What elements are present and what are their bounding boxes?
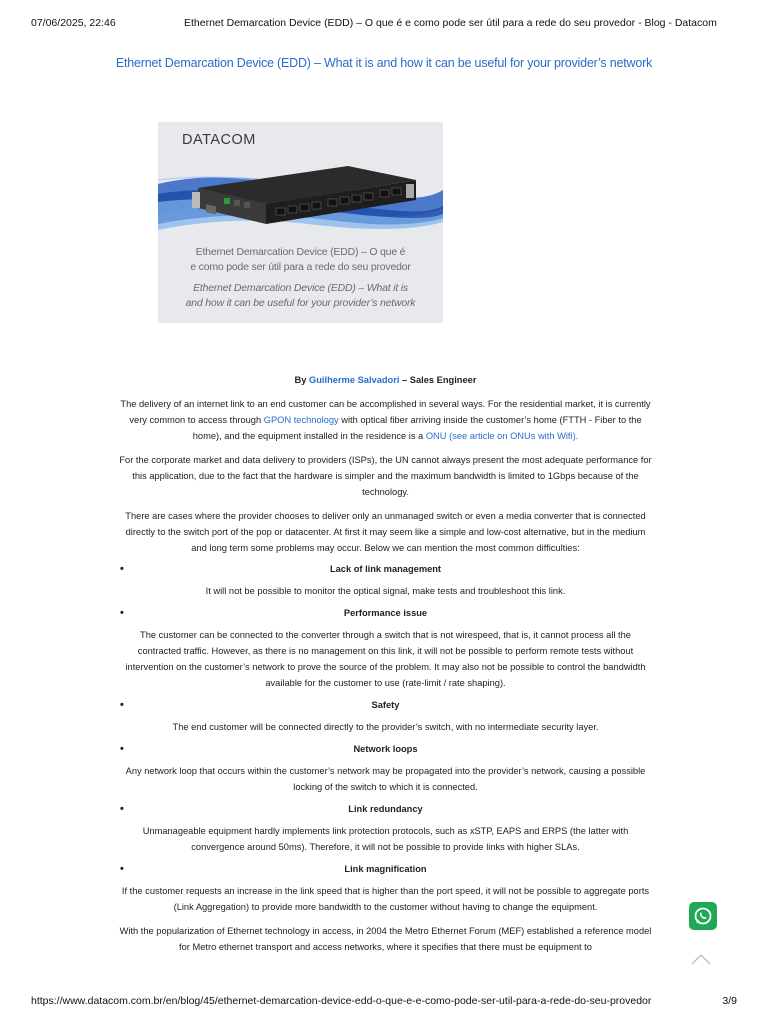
hero-caption-en-line2: and how it can be useful for your provider’s network: [185, 297, 416, 309]
bullet-title: Link magnification: [344, 864, 427, 874]
bullet-description: Unmanageable equipment hardly implements link protection protocols, such as xSTP, EAPS and ERPS (the latter with convergence around 50ms). Therefore, it will not be possible to provide links with higher SLAs.: [142, 826, 629, 852]
chevron-up-icon: [690, 952, 712, 966]
bullet-item: [118, 561, 653, 577]
p1-text-a: The delivery of an internet link to an end customer can be accomplished in several ways. For the residential market, it is currently very common to access through: [120, 399, 651, 425]
bullet-item: [118, 605, 653, 621]
scroll-to-top-button[interactable]: [690, 952, 712, 966]
bullet-description: If the customer requests an increase in the link speed that is higher than the port speed, it will not be possible to aggregate ports (Link Aggregation) to provide more bandwidth to the customer without having to change the equipment.: [121, 886, 650, 912]
article-body: [118, 372, 653, 953]
whatsapp-icon: [693, 906, 713, 926]
print-footer: [0, 995, 768, 1009]
p1-text-d: ).: [572, 431, 579, 441]
print-url: https://www.datacom.com.br/en/blog/45/ethernet-demarcation-device-edd-o-que-e-e-como-pode-ser-util-para-a-rede-do-seu-provedor: [31, 995, 652, 1007]
paragraph-3: There are cases where the provider chooses to deliver only an unmanaged switch or even a media converter that is connected directly to the switch port of the pop or datacenter. At first it may seem like a simple and low-cost alternative, but in the medium and long term some problems may occur. Below we can mention the most common difficulties:: [125, 511, 646, 553]
p1-text-b: with optical fiber arriving inside the customer’s home (FTTH - Fiber to the home), and the equipment installed in the residence is a: [192, 415, 642, 441]
bullet-title: Safety: [371, 700, 400, 710]
hero-brand-logo: DATACOM: [182, 132, 256, 148]
bullet-item: [118, 801, 653, 817]
article-title[interactable]: Ethernet Demarcation Device (EDD) – What it is and how it can be useful for your provider’s network: [115, 56, 653, 70]
p1-text-c: (: [446, 431, 453, 441]
bullet-dot: •: [120, 607, 124, 619]
gpon-link[interactable]: GPON technology: [263, 415, 339, 425]
onu-wifi-article-link[interactable]: see article on ONUs with Wifi: [452, 431, 573, 441]
print-date: 07/06/2025, 22:46: [31, 17, 116, 29]
bullet-dot: •: [120, 563, 124, 575]
byline-role: – Sales Engineer: [402, 375, 477, 385]
bullet-title: Lack of link management: [329, 564, 442, 574]
bullet-dot: •: [120, 863, 124, 875]
print-page-title: Ethernet Demarcation Device (EDD) – O que é e como pode ser útil para a rede do seu provedor - Blog - Datacom: [184, 17, 717, 29]
bullet-description: It will not be possible to monitor the optical signal, make tests and troubleshoot this link.: [205, 586, 566, 596]
bullet-description: The end customer will be connected directly to the provider’s switch, with no intermediate security layer.: [172, 722, 599, 732]
whatsapp-button[interactable]: [689, 902, 717, 930]
bullet-title: Link redundancy: [348, 804, 423, 814]
bullet-item: [118, 861, 653, 877]
paragraph-1: [118, 396, 653, 444]
bullet-description: The customer can be connected to the converter through a switch that is not wirespeed, that is, it cannot process all the contracted traffic. However, as there is no management on this link, it will not be possible to perform remote tests without intervention on the customer’s network to prove the source of the problem. It may also not be possible to control the bandwidth available for the customer to use (rate-limit / rate shaping).: [125, 630, 646, 688]
bullet-item: [118, 741, 653, 757]
hero-caption-en-line1: Ethernet Demarcation Device (EDD) – What it is: [193, 282, 408, 294]
bullet-dot: •: [120, 803, 124, 815]
hero-caption-pt-line2: e como pode ser útil para a rede do seu provedor: [190, 261, 411, 273]
print-header: [0, 17, 768, 31]
paragraph-2: For the corporate market and data delivery to providers (ISPs), the UN cannot always present the most adequate performance for this application, due to the fact that the hardware is simpler and the maximum bandwidth is limited to 1Gbps because of the technology.: [119, 455, 652, 497]
bullet-item: [118, 697, 653, 713]
closing-paragraph: With the popularization of Ethernet technology in access, in 2004 the Metro Ethernet Forum (MEF) established a reference model for Metro ethernet transport and access networks, where it specifies that there must be equipment to: [119, 926, 652, 952]
bullet-dot: •: [120, 699, 124, 711]
bullet-dot: •: [120, 743, 124, 755]
author-link[interactable]: Guilherme Salvadori: [309, 375, 400, 385]
hero-image: [158, 122, 443, 323]
hero-caption-pt: [158, 245, 443, 275]
onu-link[interactable]: ONU: [425, 431, 447, 441]
byline: [118, 372, 653, 388]
bullet-title: Performance issue: [343, 608, 428, 618]
hero-caption-pt-line1: Ethernet Demarcation Device (EDD) – O que é: [195, 246, 406, 258]
bullet-description: Any network loop that occurs within the customer’s network may be propagated into the provider’s network, causing a possible locking of the switch to which it is connected.: [125, 766, 646, 792]
bullet-title: Network loops: [353, 744, 418, 754]
byline-prefix: By: [294, 375, 307, 385]
print-page-number: 3/9: [722, 995, 737, 1007]
hero-caption-en: [158, 281, 443, 311]
